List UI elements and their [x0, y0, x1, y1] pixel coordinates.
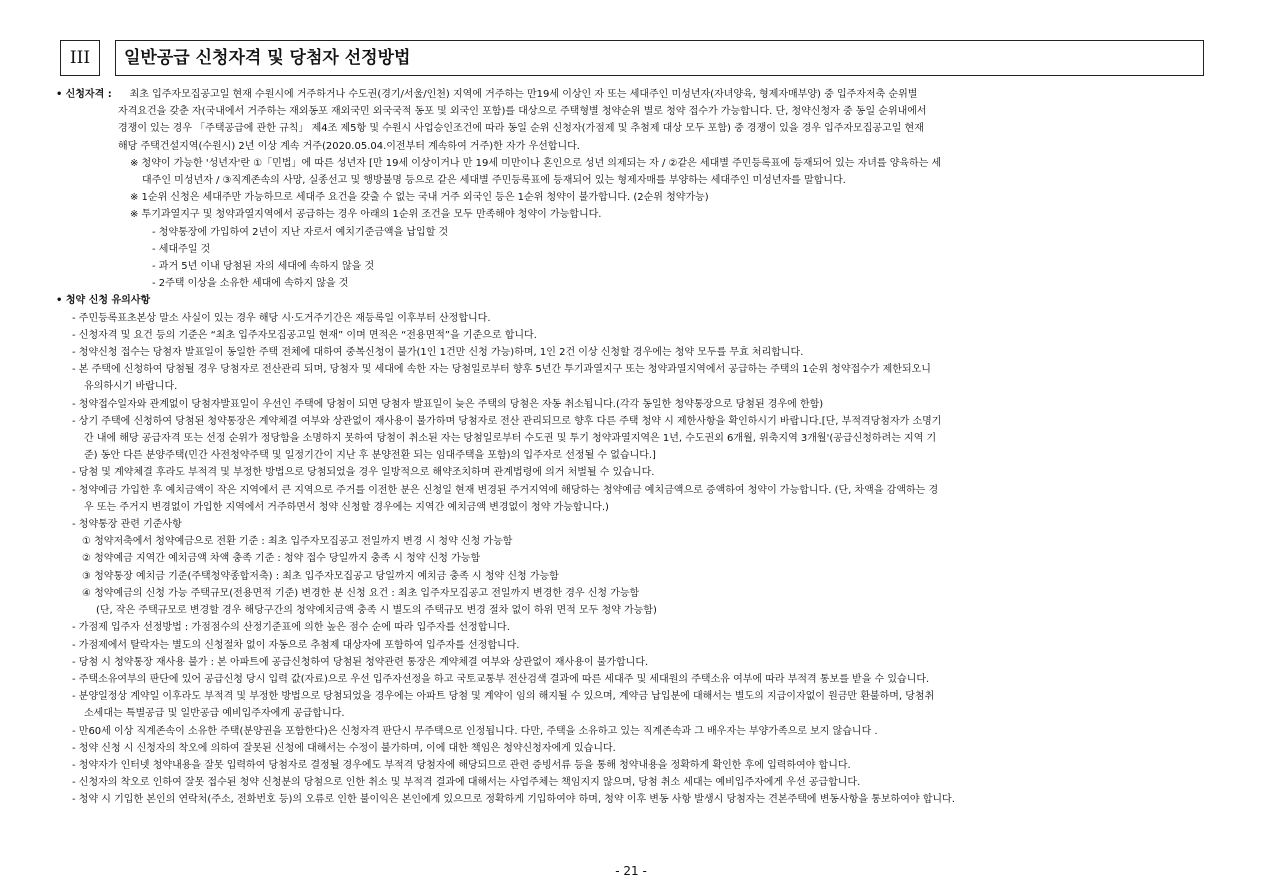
- caution-item: - 가점제에서 탈락자는 별도의 신청절차 없이 자동으로 추첨제 대상자에 포함하여 입주자를 선정합니다.: [72, 639, 520, 651]
- qualification-line: 자격요건을 갖춘 자(국내에서 거주하는 재외동포 재외국민 외국국적 동포 및 외국인 포함)를 대상으로 주택형별 청약순위 별로 청약 접수가 가능합니다. 단, 청약신청자 중 동일 순위내에서: [118, 106, 927, 118]
- caution-item: - 당첨 및 계약체결 후라도 부적격 및 부정한 방법으로 당첨되었을 경우 일방적으로 해약조치하며 관계법령에 의거 처벌될 수 있습니다.: [72, 467, 655, 479]
- qualification-bullet: •: [56, 89, 63, 100]
- condition-item: - 2주택 이상을 소유한 세대에 속하지 않을 것: [152, 278, 349, 290]
- page-number: - 21 -: [615, 864, 647, 878]
- cautions-bullet: •: [56, 295, 63, 307]
- qualification-line: 경쟁이 있는 경우 「주택공급에 관한 규칙」 제4조 제5항 및 수원시 사업승인조건에 따라 동일 순위 신청자(가점제 및 추첨제 대상 모두 포함) 중 경쟁이 있을 경우 입주자모집공고일 현재: [118, 123, 924, 135]
- caution-item: - 가점제 입주자 선정방법 : 가점점수의 산정기준표에 의한 높은 점수 순에 따라 입주자를 선정합니다.: [72, 622, 510, 634]
- caution-item: - 주택소유여부의 판단에 있어 공급신청 당시 입력 값(자료)으로 우선 입주자선정을 하고 국토교통부 전산검색 결과에 따른 세대주 및 세대원의 주택소유 여부에 따라 부적격 통보를 받을 수 있습니다.: [72, 673, 930, 685]
- section-header: [60, 40, 1204, 76]
- qualification-line: [56, 86, 1214, 103]
- qualification-note: ※ 1순위 신청은 세대주만 가능하므로 세대주 요건을 갖출 수 없는 국내 거주 외국인 등은 1순위 청약이 불가합니다. (2순위 청약가능): [130, 192, 709, 204]
- caution-item: - 청약자가 인터넷 청약내용을 잘못 입력하여 당첨자로 결정될 경우에도 부적격 당첨자에 해당되므로 관련 증빙서류 등을 통해 청약내용을 정확하게 확인한 후에 입력하여야 합니다.: [72, 759, 851, 771]
- section-number: III: [60, 40, 100, 76]
- caution-item: 유의하시기 바랍니다.: [84, 381, 178, 393]
- caution-item: - 신청자의 착오로 인하여 잘못 접수된 청약 신청분의 당첨으로 인한 취소 및 부적격 결과에 대해서는 사업주체는 책임지지 않으며, 당첨 취소 세대는 예비입주자에게 우선 공급합니다.: [72, 777, 861, 789]
- caution-item: - 분양일정상 계약일 이후라도 부적격 및 부정한 방법으로 당첨되었을 경우에는 아파트 당첨 및 계약이 임의 해지될 수 있으며, 계약금 납입분에 대해서는 별도의 지급이자없이 원금만 환불하며, 당첨취: [72, 691, 935, 703]
- qualification-note: ※ 청약이 가능한 '성년자'란 ①「민법」에 따른 성년자 [만 19세 이상이거나 만 19세 미만이나 혼인으로 성년 의제되는 자 / ②같은 세대별 주민등록표에 등재되어 있는 자녀를 양육하는 세: [130, 157, 942, 169]
- caution-item: 준) 동안 다른 분양주택(민간 사전청약주택 및 일정기간이 지난 후 분양전환 되는 임대주택을 포함)의 입주자로 선정될 수 없습니다.]: [84, 450, 656, 462]
- caution-item: 간 내에 해당 공급자격 또는 선정 순위가 정당함을 소명하지 못하여 당첨이 취소된 자는 당첨일로부터 수도권 및 투기 청약과열지역은 1년, 수도권외 6개월, 위축지역 3개월'(공급신청하려는 지역 기: [84, 433, 937, 445]
- qualification-line: 해당 주택건설지역(수원시) 2년 이상 계속 거주(2020.05.04.이전부터 계속하여 거주)한 자가 우선합니다.: [118, 140, 580, 152]
- caution-item: 우 또는 주거지 변경없이 가입한 지역에서 거주하면서 청약 신청할 경우에는 지역간 예치금액 변경없이 청약 가능합니다.): [84, 501, 609, 513]
- qualification-note: ※ 투기과열지구 및 청약과열지역에서 공급하는 경우 아래의 1순위 조건을 모두 만족해야 청약이 가능합니다.: [130, 209, 602, 221]
- caution-item: - 신청자격 및 요건 등의 기준은 “최초 입주자모집공고일 현재” 이며 면적은 “전용면적”을 기준으로 합니다.: [72, 329, 537, 341]
- section-title: 일반공급 신청자격 및 당첨자 선정방법: [115, 40, 1204, 76]
- qualification-note: 대주인 미성년자 / ③직계존속의 사망, 실종선고 및 행방불명 등으로 같은 세대별 주민등록표에 등재되어 있는 형제자매를 부양하는 세대주인 미성년자를 말합니다.: [142, 175, 846, 187]
- caution-list: [56, 310, 1214, 809]
- caution-item: - 주민등록표초본상 말소 사실이 있는 경우 해당 시·도거주기간은 재등록일 이후부터 산정합니다.: [72, 312, 491, 324]
- caution-item: - 청약 시 기입한 본인의 연락처(주소, 전화번호 등)의 오류로 인한 불이익은 본인에게 있으므로 정확하게 기입하여야 하며, 청약 이후 변동 사항 발생시 당첨자는 견본주택에 변동사항을 통보하여야 합니다.: [72, 794, 955, 806]
- caution-item: - 만60세 이상 직계존속이 소유한 주택(분양권을 포함한다)은 신청자격 판단시 무주택으로 인정됩니다. 다만, 주택을 소유하고 있는 직계존속과 그 배우자는 부양가족으로 보지 않습니다 .: [72, 725, 878, 737]
- caution-item: - 본 주택에 신청하여 당첨될 경우 당첨자로 전산관리 되며, 당첨자 및 세대에 속한 자는 당첨일로부터 향후 5년간 투기과열지구 또는 청약과열지역에서 공급하는 주택의 1순위 청약접수가 제한되오니: [72, 364, 931, 376]
- condition-item: - 청약통장에 가입하여 2년이 지난 자로서 예치기준금액을 납입할 것: [152, 226, 449, 238]
- qualification-text: 최초 입주자모집공고일 현재 수원시에 거주하거나 수도권(경기/서울/인천) 지역에 거주하는 만19세 이상인 자 또는 세대주인 미성년자(자녀양육, 형제자매부양) 중 입주자저축 순위별: [129, 89, 918, 100]
- caution-item: ③ 청약통장 예치금 기준(주택청약종합저축) : 최초 입주자모집공고 당일까지 예치금 충족 시 청약 신청 가능함: [82, 570, 559, 582]
- caution-item: ① 청약저축에서 청약예금으로 전환 기준 : 최초 입주자모집공고 전일까지 변경 시 청약 신청 가능함: [82, 536, 513, 548]
- caution-item: - 상기 주택에 신청하여 당첨된 청약통장은 계약체결 여부와 상관없이 재사용이 불가하며 당첨자로 전산 관리되므로 향후 다른 주택 청약 시 제한사항을 확인하시기 바랍니다.[단, 부적격당첨자가 소명기: [72, 415, 942, 427]
- cautions-heading-line: [56, 292, 1214, 309]
- caution-item: - 당첨 시 청약통장 재사용 불가 : 본 아파트에 공급신청하여 당첨된 청약관련 통장은 계약체결 여부와 상관없이 재사용이 불가합니다.: [72, 656, 649, 668]
- document-body: [56, 86, 1214, 809]
- caution-item: - 청약신청 접수는 당첨자 발표일이 동일한 주택 전체에 대하여 중복신청이 불가(1인 1건만 신청 가능)하며, 1인 2건 이상 신청할 경우에는 청약 모두를 무효 처리합니다.: [72, 347, 804, 359]
- caution-item: ② 청약예금 지역간 예치금액 차액 충족 기준 : 청약 접수 당일까지 충족 시 청약 신청 가능함: [82, 553, 481, 565]
- caution-item: - 청약예금 가입한 후 예치금액이 작은 지역에서 큰 지역으로 주거를 이전한 분은 신청일 현재 변경된 주거지역에 해당하는 청약예금 예치금액으로 증액하여 청약이 가능합니다. (단, 차액을 감액하는 경: [72, 484, 939, 496]
- caution-item: - 청약통장 관련 기준사항: [72, 519, 182, 531]
- caution-item: ④ 청약예금의 신청 가능 주택규모(전용면적 기준) 변경한 분 신청 요건 : 최초 입주자모집공고 전일까지 변경한 경우 신청 가능함: [82, 587, 640, 599]
- caution-item: - 청약접수일자와 관계없이 당첨자발표일이 우선인 주택에 당첨이 되면 당첨자 발표일이 늦은 주택의 당첨은 자동 취소됩니다.(각각 동일한 청약통장으로 당첨된 경우에 한함): [72, 398, 824, 410]
- caution-item: 소세대는 특별공급 및 일반공급 예비입주자에게 공급합니다.: [84, 708, 345, 720]
- caution-item: (단, 작은 주택규모로 변경할 경우 해당구간의 청약예치금액 충족 시 별도의 주택규모 변경 절차 없이 하위 면적 모두 청약 가능함): [96, 605, 657, 617]
- condition-item: - 세대주일 것: [152, 243, 211, 255]
- condition-item: - 과거 5년 이내 당첨된 자의 세대에 속하지 않을 것: [152, 261, 375, 273]
- qualification-label: 신청자격 :: [65, 89, 112, 100]
- cautions-heading: 청약 신청 유의사항: [65, 295, 151, 307]
- caution-item: - 청약 신청 시 신청자의 착오에 의하여 잘못된 신청에 대해서는 수정이 불가하며, 이에 대한 책임은 청약신청자에게 있습니다.: [72, 742, 616, 754]
